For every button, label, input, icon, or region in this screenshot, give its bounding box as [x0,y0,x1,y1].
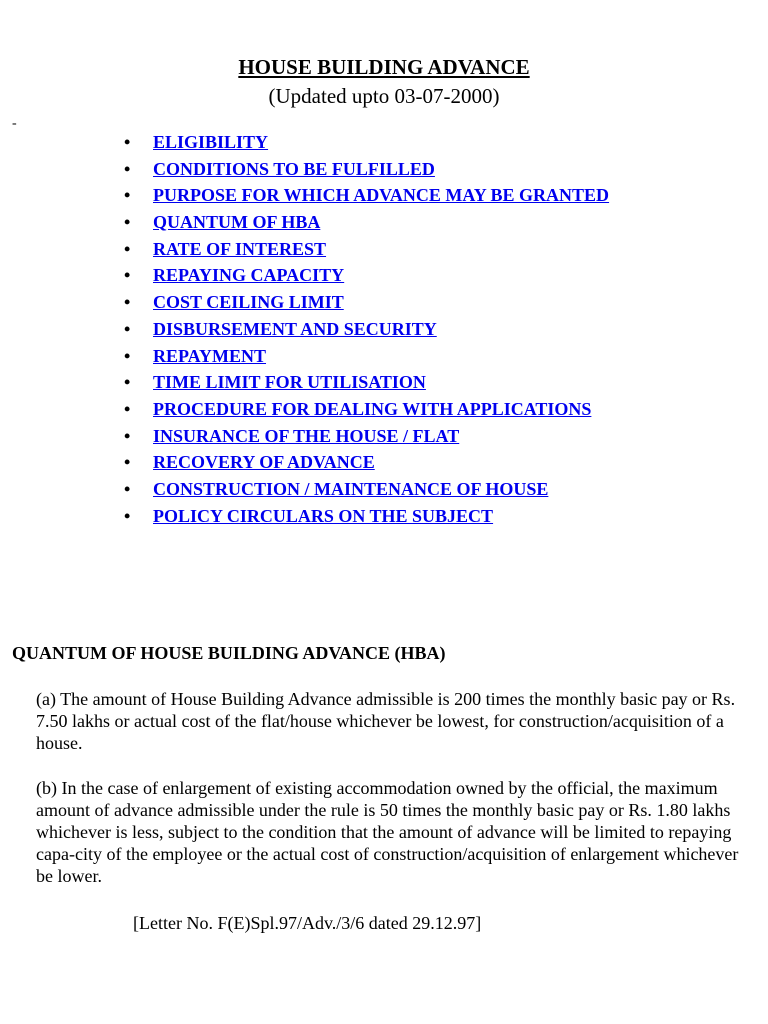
bullet-icon: • [124,132,131,152]
toc-link[interactable]: RECOVERY OF ADVANCE [153,452,375,473]
toc-item [0,182,609,209]
bullet-icon: • [124,265,131,286]
paragraph-a: (a) The amount of House Building Advance admissible is 200 times the monthly basic pay or Rs. 7.50 lakhs or actual cost of the flat/house whichever be lowest, for construction/acquisition of a house. [36,689,736,753]
toc-item [0,449,609,476]
bullet-icon: • [124,478,131,499]
toc-link[interactable]: COST CEILING LIMIT [153,292,344,313]
document-title-text: HOUSE BUILDING ADVANCE [238,55,530,79]
toc-item [0,262,609,289]
toc-link[interactable]: REPAYMENT [153,345,267,366]
toc-item [0,316,609,343]
bullet-icon: • [124,318,131,339]
bullet-icon: • [124,505,131,526]
toc-item [0,209,609,236]
bullet-icon: • [124,292,131,313]
toc-item [0,343,609,370]
toc-link[interactable]: PROCEDURE FOR DEALING WITH APPLICATIONS [153,398,592,419]
stray-dash: - [12,116,17,131]
table-of-contents [0,129,609,529]
bullet-icon: • [124,372,131,393]
toc-link[interactable]: RATE OF INTEREST [153,238,327,259]
bullet-icon: • [124,158,131,179]
toc-item [0,289,609,316]
toc-link[interactable]: DISBURSEMENT AND SECURITY [153,318,437,339]
bullet-icon: • [124,452,131,473]
toc-link[interactable]: POLICY CIRCULARS ON THE SUBJECT [153,505,494,526]
paragraph-b: (b) In the case of enlargement of existing accommodation owned by the official, the maximum amount of advance admissible under the rule is 50 times the monthly basic pay or Rs. 1.80 lakhs whichever is less, subject to the condition that the amount of advance will be limited to repaying capa-city of the employee or the actual cost of construction/acquisition of enlargement whichever be lower. [36,778,739,886]
letter-reference: [Letter No. F(E)Spl.97/Adv./3/6 dated 29.12.97] [133,913,482,933]
toc-item [0,129,609,156]
bullet-icon: • [124,185,131,206]
toc-item [0,423,609,450]
toc-item [0,503,609,530]
toc-item [0,236,609,263]
toc-link[interactable]: TIME LIMIT FOR UTILISATION [153,372,426,393]
bullet-icon: • [124,398,131,419]
bullet-icon: • [124,212,131,233]
bullet-icon: • [124,238,131,259]
toc-link[interactable]: INSURANCE OF THE HOUSE / FLAT [153,425,460,446]
bullet-icon: • [124,425,131,446]
toc-link[interactable]: CONDITIONS TO BE FULFILLED [153,158,435,179]
toc-item [0,156,609,183]
toc-link[interactable]: PURPOSE FOR WHICH ADVANCE MAY BE GRANTED [153,185,610,206]
document-subtitle: (Updated upto 03-07-2000) [268,84,500,108]
toc-link[interactable]: CONSTRUCTION / MAINTENANCE OF HOUSE [153,478,549,499]
toc-item [0,369,609,396]
toc-link[interactable]: REPAYING CAPACITY [153,265,345,286]
bullet-icon: • [124,345,131,366]
toc-link[interactable]: QUANTUM OF HBA [153,212,321,233]
toc-link[interactable]: ELIGIBILITY [153,132,269,152]
toc-item [0,476,609,503]
section-heading: QUANTUM OF HOUSE BUILDING ADVANCE (HBA) [12,643,446,663]
toc-item [0,396,609,423]
document-title [0,54,768,80]
